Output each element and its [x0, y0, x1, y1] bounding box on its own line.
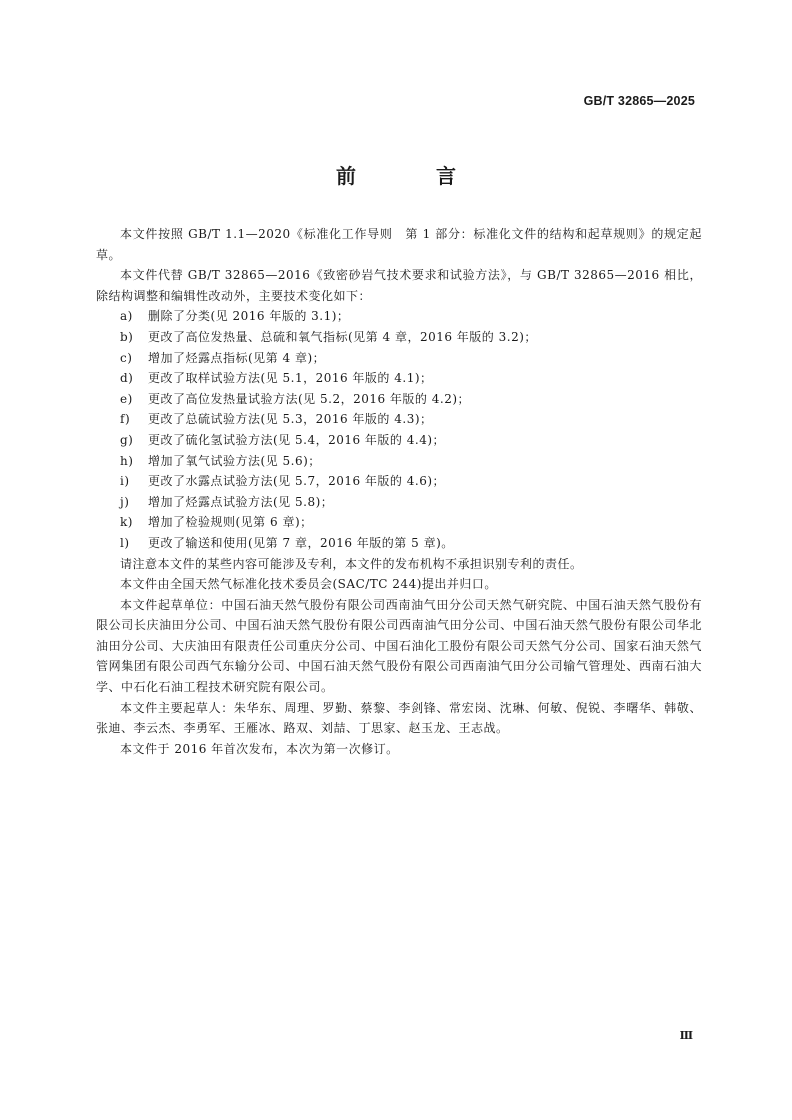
list-item-label: b) [120, 329, 134, 344]
list-item-text: 删除了分类(见 2016 年版的 3.1)； [148, 309, 350, 324]
list-item [96, 533, 702, 554]
paragraph-patent-notice: 请注意本文件的某些内容可能涉及专利，本文件的发布机构不承担识别专利的责任。 [120, 556, 583, 571]
list-item-text: 更改了输送和使用(见第 7 章，2016 年版的第 5 章)。 [148, 535, 454, 550]
list-item [96, 368, 702, 389]
list-item [96, 430, 702, 451]
list-item-text: 增加了烃露点试验方法(见 5.8)； [148, 494, 334, 509]
page-number: Ⅲ [679, 1029, 693, 1042]
list-item-label: h) [120, 453, 134, 468]
list-item-text: 增加了氧气试验方法(见 5.6)； [148, 453, 321, 468]
list-item-label: e) [120, 391, 133, 406]
list-item-text: 更改了水露点试验方法(见 5.7，2016 年版的 4.6)； [148, 474, 446, 489]
paragraph-history: 本文件于 2016 年首次发布，本次为第一次修订。 [120, 741, 399, 756]
list-item-label: l) [120, 535, 130, 550]
list-item-label: d) [120, 371, 134, 386]
list-item-label: k) [120, 515, 133, 530]
list-item-text: 更改了硫化氢试验方法(见 5.4，2016 年版的 4.4)； [148, 432, 446, 447]
list-item [96, 451, 702, 472]
list-item [96, 327, 702, 348]
list-item-text: 更改了高位发热量试验方法(见 5.2，2016 年版的 4.2)； [148, 391, 471, 406]
list-item [96, 492, 702, 513]
list-item [96, 348, 702, 369]
list-item-text: 更改了取样试验方法(见 5.1，2016 年版的 4.1)； [148, 371, 433, 386]
list-item-label: i) [120, 474, 130, 489]
technical-changes-list [96, 306, 702, 553]
list-item-label: g) [120, 432, 134, 447]
list-item [96, 471, 702, 492]
page-title: 前 言 [336, 164, 486, 188]
paragraph-replaces: 本文件代替 GB/T 32865—2016《致密砂岩气技术要求和试验方法》，与 GB/T 32865—2016 相比，除结构调整和编辑性改动外，主要技术变化如下： [96, 268, 702, 303]
list-item [96, 306, 702, 327]
paragraph-proposer: 本文件由全国天然气标准化技术委员会(SAC/TC 244)提出并归口。 [120, 577, 497, 592]
list-item-text: 增加了烃露点指标(见第 4 章)； [148, 350, 326, 365]
paragraph-drafters: 本文件主要起草人：朱华东、周理、罗勤、蔡黎、李剑锋、常宏岗、沈琳、何敏、倪锐、李曙华、韩敬、张迪、李云杰、李勇军、王雁冰、路双、刘喆、丁思家、赵玉龙、王志战。 [96, 700, 702, 736]
list-item [96, 512, 702, 533]
standard-number: GB/T 32865—2025 [583, 94, 695, 108]
list-item-label: f) [120, 412, 131, 427]
list-item-label: c) [120, 350, 133, 365]
list-item-text: 更改了总硫试验方法(见 5.3，2016 年版的 4.3)； [148, 412, 433, 427]
list-item-label: j) [120, 494, 130, 509]
list-item [96, 389, 702, 410]
list-item [96, 409, 702, 430]
paragraph-drafting-rule: 本文件按照 GB/T 1.1—2020《标准化工作导则 第 1 部分：标准化文件的结构和起草规则》的规定起草。 [96, 227, 702, 262]
list-item-text: 更改了高位发热量、总硫和氧气指标(见第 4 章，2016 年版的 3.2)； [148, 329, 537, 344]
list-item-text: 增加了检验规则(见第 6 章)； [148, 515, 313, 530]
foreword-body [96, 224, 702, 759]
list-item-label: a) [120, 309, 133, 324]
paragraph-drafting-organizations: 本文件起草单位：中国石油天然气股份有限公司西南油气田分公司天然气研究院、中国石油天然气股份有限公司长庆油田分公司、中国石油天然气股份有限公司西南油气田分公司、中国石油天然气股份有限公司华北油田分公司、大庆油田有限责任公司重庆分公司、中国石油化工股份有限公司天然气分公司、国家石油天然气管网集团有限公司西气东输分公司、中国石油天然气股份有限公司西南油气田分公司输气管理处、西南石油大学、中石化石油工程技术研究院有限公司。 [96, 597, 702, 695]
